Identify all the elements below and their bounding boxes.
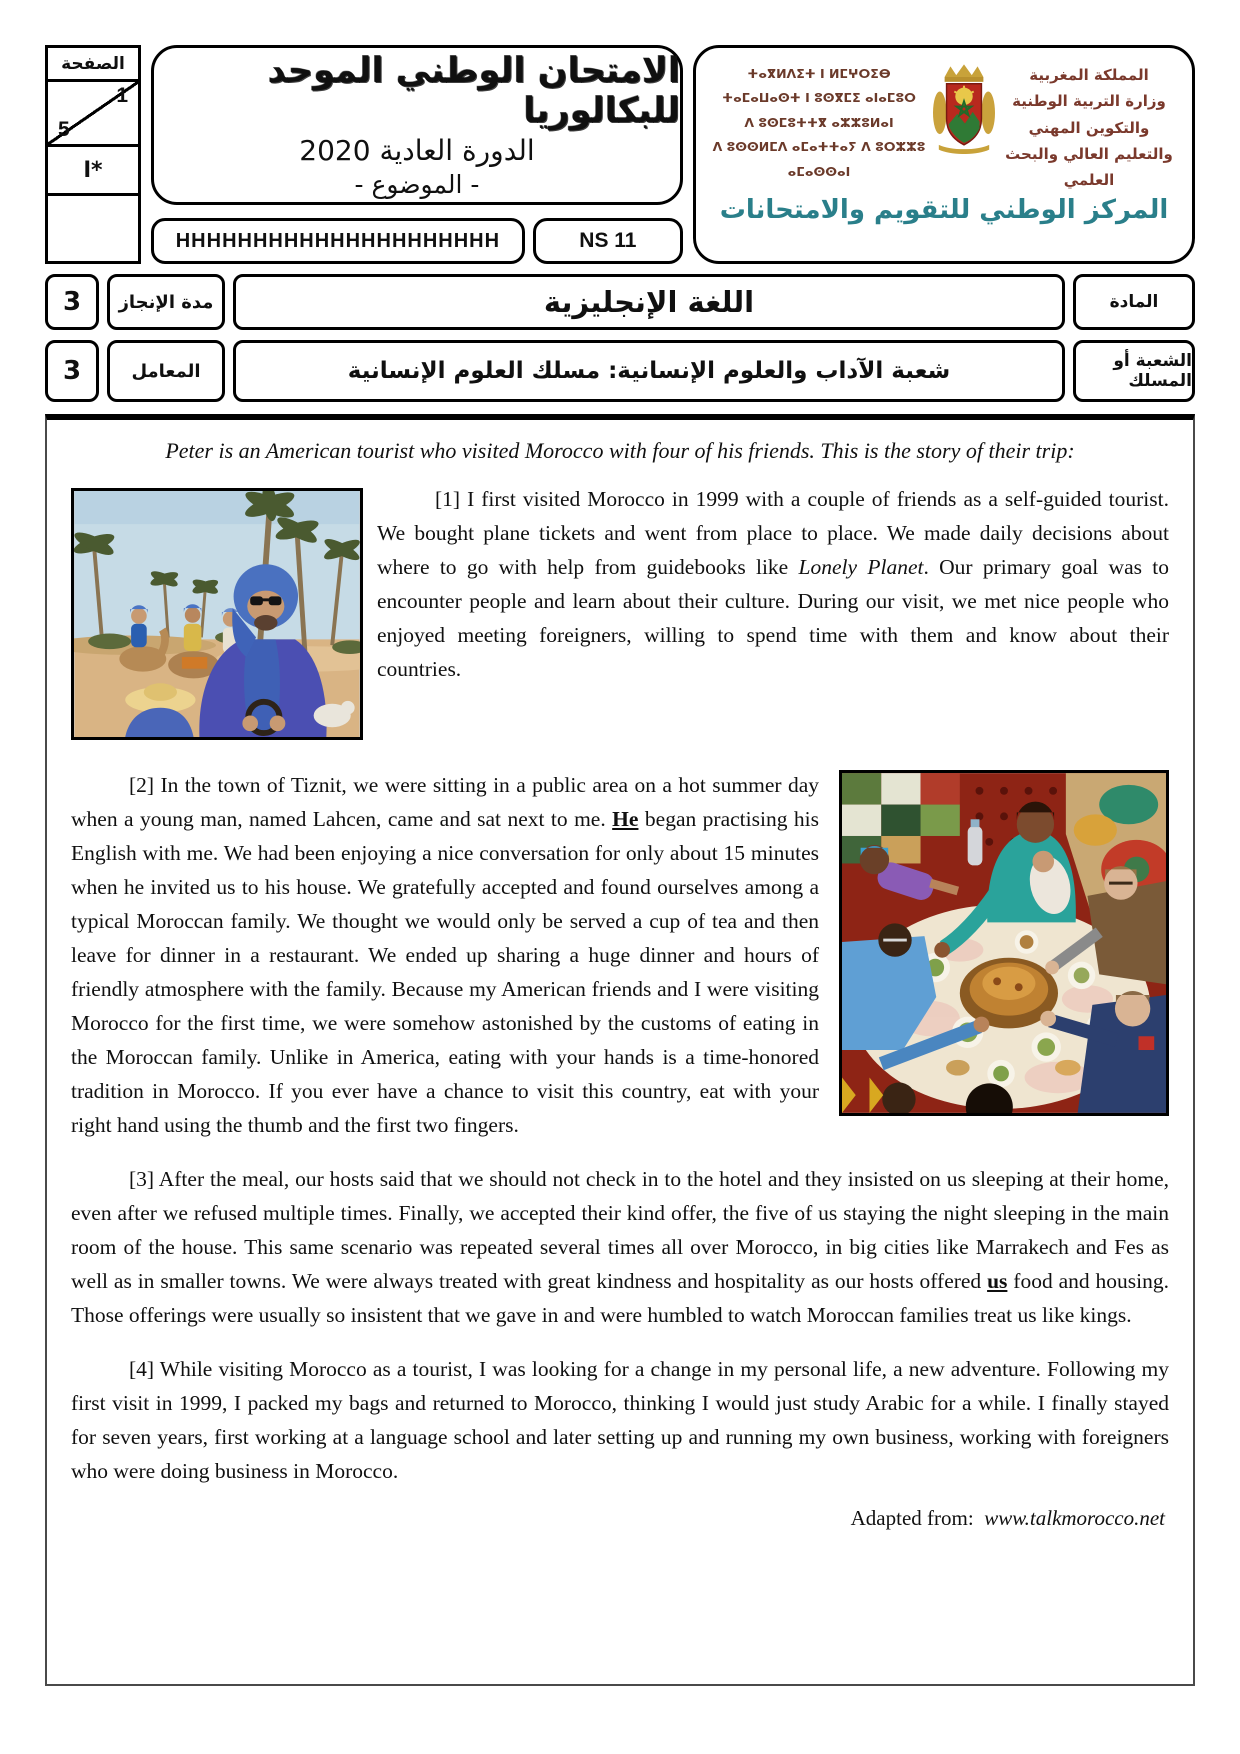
tifinagh-line: ⴷ ⵓⵙⵙⵍⵎⴷ ⴰⵎⴰⵜⵜⴰⵢ ⴷ ⵓⵔⵣⵣⵓ ⴰⵎⴰⵙⵙⴰⵏ xyxy=(712,139,926,179)
p1-text-b: . Our primary goal was to encounter people and learn about their culture. During our visit, we met nice people who enjoyed meeting foreigners, willing to spend time with them and know about their countries. xyxy=(377,555,1169,681)
duration-label: مدة الإنجاز xyxy=(107,274,225,330)
control-code-box: HHHHHHHHHHHHHHHHHHHHH xyxy=(151,218,525,264)
passage-intro: Peter is an American tourist who visited Morocco with four of his friends. This is the story of their trip: xyxy=(165,438,1075,463)
stream-name: شعبة الآداب والعلوم الإنسانية: مسلك العلوم الإنسانية xyxy=(233,340,1065,402)
ministry-tifinagh xyxy=(710,62,928,184)
page-total: 5 xyxy=(58,118,70,141)
info-table-row-stream xyxy=(45,340,1195,402)
session-line: الدورة العادية 2020 xyxy=(299,134,535,167)
arabic-line: والتكوين المهني xyxy=(1028,118,1150,137)
page-label: الصفحة xyxy=(45,45,141,82)
exam-title-box xyxy=(151,45,683,205)
page-counter xyxy=(45,79,141,147)
p1-text-a: [1] I first visited Morocco in 1999 with a couple of friends as a self-guided tourist. We bought plane tickets and went from place to place. We made daily decisions about where to go with help from guidebooks like xyxy=(377,487,1169,579)
paragraph-1-block xyxy=(71,482,1169,746)
p3-underlined-word: us xyxy=(987,1269,1008,1293)
camel-trek-photo xyxy=(71,488,363,740)
reference-box: NS 11 xyxy=(533,218,683,264)
p2-text-b: began practising his English with me. We had been enjoying a nice conversation for only about 15 minutes when he invited us to his house. We gratefully accepted and found ourselves among a typical Moroccan family. We thought we would only be served a cup of tea and then leave for dinner in a restaurant. We ended up sharing a huge dinner and hours of friendly atmosphere with the family. Because my American friends and I were visiting Morocco for the first time, we were somehow astonished by the customs of eating in the Moroccan family. Unlike in America, eating with your hands is a time-honored tradition in Morocco. If you ever have a chance to visit this country, eat with your right hand using the thumb and the first two fingers. xyxy=(71,807,819,1137)
paragraph-4: [4] While visiting Morocco as a tourist, I was looking for a change in my personal life, a new adventure. Following my first visit in 1999, I packed my bags and returned to Morocco, thinking I would just study Arabic for a while. I finally stayed for seven years, first working at a language school and later setting up and running my own business, working with foreigners who were doing business in Morocco. xyxy=(71,1357,1169,1483)
header xyxy=(45,45,1195,264)
p2-text-a: [2] In the town of Tiznit, we were sitting in a public area on a hot summer day when a young man, named Lahcen, came and sat next to me. xyxy=(71,773,819,831)
p1-book-title: Lonely Planet xyxy=(798,555,924,579)
credit-source-url: www.talkmorocco.net xyxy=(984,1506,1165,1530)
coefficient-label: المعامل xyxy=(107,340,225,402)
tifinagh-line: ⵜⴰⵎⴰⵡⴰⵙⵜ ⵏ ⵓⵙⴳⵎⵉ ⴰⵏⴰⵎⵓⵔ xyxy=(722,90,916,106)
p2-underlined-word: He xyxy=(612,807,639,831)
paragraph-3 xyxy=(71,1162,1169,1332)
empty-cell xyxy=(45,193,141,264)
subject-name: اللغة الإنجليزية xyxy=(233,274,1065,330)
subject-field-label: المادة xyxy=(1073,274,1195,330)
info-table-row-subject xyxy=(45,274,1195,330)
p3-text-a: [3] After the meal, our hosts said that we should not check in to the hotel and they insisted on us sleeping at their home, even after we refused multiple times. Finally, we accepted their kind offer, the five of us staying the night sleeping in the main room of the house. This same scenario was repeated several times all over Morocco, in big cities like Marrakech and Fes as well as in smaller towns. We were always treated with great kindness and hospitality as our hosts offered xyxy=(71,1167,1169,1293)
evaluation-center-name: المركز الوطني للتقويم والامتحانات xyxy=(719,195,1169,226)
moroccan-coat-of-arms-icon xyxy=(933,62,995,154)
duration-value: 3 xyxy=(45,274,99,330)
code-strip xyxy=(151,218,683,264)
subject-code: ا* xyxy=(45,144,141,196)
arabic-line: والتعليم العالي والبحث العلمي xyxy=(1005,144,1173,189)
exam-title: الامتحان الوطني الموحد للبكالوريا xyxy=(267,51,680,131)
ministry-columns xyxy=(710,62,1178,193)
p3-text-b: food and housing. Those offerings were usually so insistent that we gave in and were humbled to watch Moroccan families treat us like kings. xyxy=(71,1269,1169,1327)
page-current: 1 xyxy=(116,84,128,107)
tifinagh-line: ⵜⴰⴳⵍⴷⵉⵜ ⵏ ⵍⵎⵖⵔⵉⴱ xyxy=(747,66,891,81)
ministry-arabic xyxy=(1000,62,1178,193)
ministry-box xyxy=(693,45,1195,264)
arabic-line: المملكة المغربية xyxy=(1029,66,1149,84)
title-column xyxy=(151,45,683,264)
stream-field-label: الشعبة أو المسلك xyxy=(1073,340,1195,402)
credit-label: Adapted from: xyxy=(850,1506,974,1530)
page-number-box xyxy=(45,45,141,264)
subject-line: - الموضوع - xyxy=(354,170,480,199)
arabic-line: وزارة التربية الوطنية xyxy=(1012,92,1166,111)
tifinagh-line: ⴷ ⵓⵙⵎⵓⵜⵜⴳ ⴰⵣⵣⵓⵍⴰⵏ xyxy=(744,114,894,130)
passage-frame xyxy=(45,414,1195,1686)
source-credit xyxy=(71,1506,1169,1531)
family-dinner-photo xyxy=(839,770,1169,1116)
coefficient-value: 3 xyxy=(45,340,99,402)
paragraph-2-block xyxy=(71,768,1169,1142)
